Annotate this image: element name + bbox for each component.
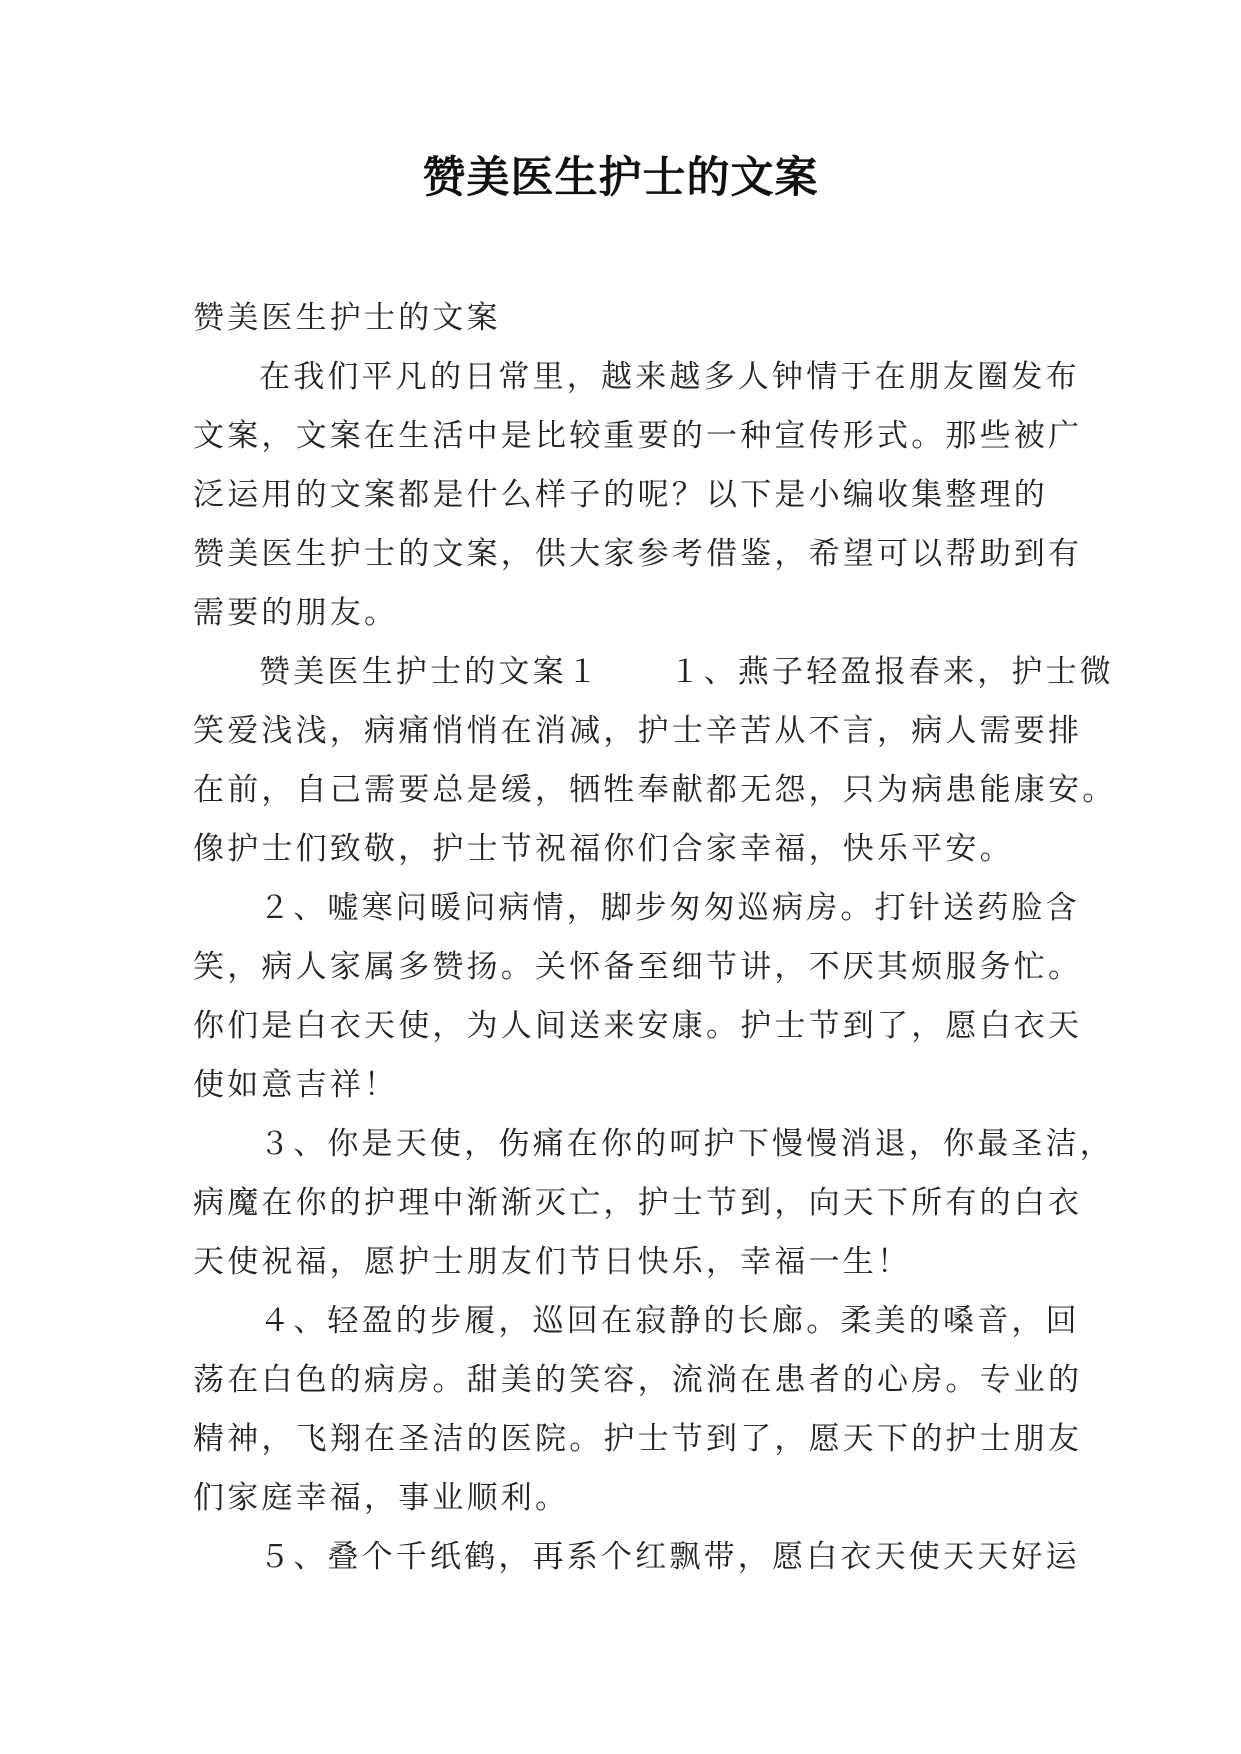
text-line: 荡在白色的病房。甜美的笑容，流淌在患者的心房。专业的 bbox=[193, 1362, 1083, 1398]
text-line: 在前，自己需要总是缓，牺牲奉献都无怨，只为病患能康安。 bbox=[193, 772, 1117, 808]
document-body bbox=[193, 289, 1117, 1587]
text-line: 像护士们致敬，护士节祝福你们合家幸福，快乐平安。 bbox=[193, 831, 1014, 867]
text-line: 笑，病人家属多赞扬。关怀备至细节讲，不厌其烦服务忙。 bbox=[193, 949, 1083, 985]
text-line: ２、嘘寒问暖问病情，脚步匆匆巡病房。打针送药脸含 bbox=[259, 890, 1080, 926]
text-line: 天使祝福，愿护士朋友们节日快乐，幸福一生！ bbox=[193, 1244, 912, 1280]
text-line: ３、你是天使，伤痛在你的呵护下慢慢消退，你最圣洁， bbox=[259, 1126, 1114, 1162]
text-line: 们家庭幸福，事业顺利。 bbox=[193, 1480, 570, 1516]
text-line: 笑爱浅浅，病痛悄悄在消减，护士辛苦从不言，病人需要排 bbox=[193, 713, 1083, 749]
text-line: 赞美医生护士的文案，供大家参考借鉴，希望可以帮助到有 bbox=[193, 536, 1083, 572]
text-line: 赞美医生护士的文案 bbox=[193, 300, 501, 336]
text-line: 赞美医生护士的文案１ １、燕子轻盈报春来，护士微 bbox=[259, 654, 1114, 690]
text-line: 泛运用的文案都是什么样子的呢？以下是小编收集整理的 bbox=[193, 477, 1048, 513]
text-line: 使如意吉祥！ bbox=[193, 1067, 399, 1103]
document-title: 赞美医生护士的文案 bbox=[422, 153, 819, 203]
text-line: 病魔在你的护理中渐渐灭亡，护士节到，向天下所有的白衣 bbox=[193, 1185, 1083, 1221]
text-line: 在我们平凡的日常里，越来越多人钟情于在朋友圈发布 bbox=[259, 359, 1080, 395]
text-line: 文案，文案在生活中是比较重要的一种宣传形式。那些被广 bbox=[193, 418, 1083, 454]
text-line: ５、叠个千纸鹤，再系个红飘带，愿白衣天使天天好运 bbox=[259, 1539, 1080, 1575]
text-line: 精神，飞翔在圣洁的医院。护士节到了，愿天下的护士朋友 bbox=[193, 1421, 1083, 1457]
text-line: 需要的朋友。 bbox=[193, 595, 399, 631]
text-line: 你们是白衣天使，为人间送来安康。护士节到了，愿白衣天 bbox=[193, 1008, 1083, 1044]
text-line: ４、轻盈的步履，巡回在寂静的长廊。柔美的嗓音，回 bbox=[259, 1303, 1080, 1339]
